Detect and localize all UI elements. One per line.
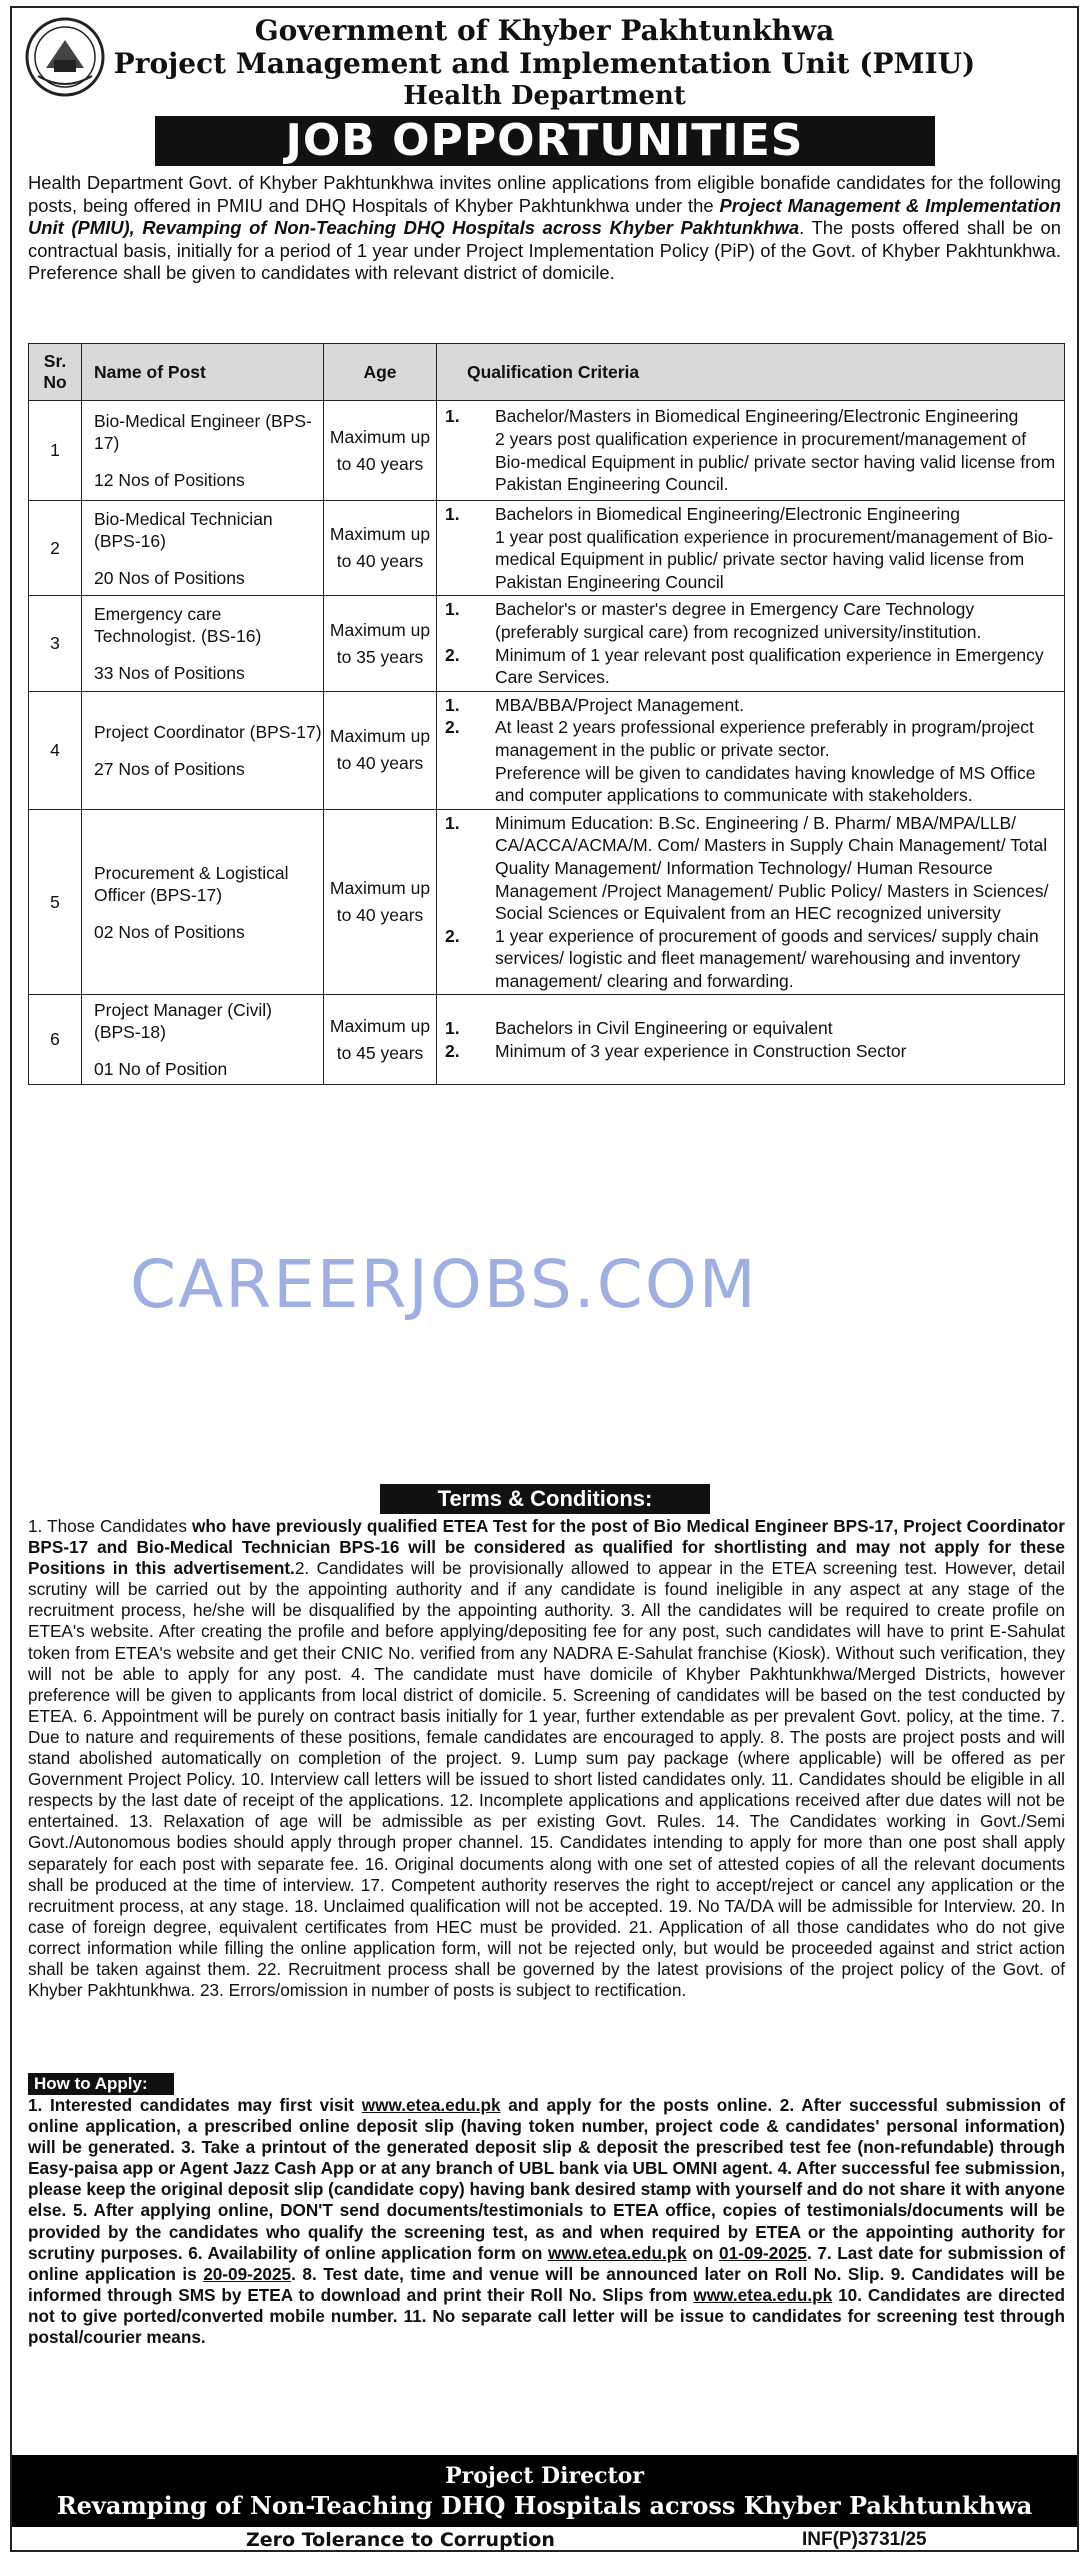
intro-paragraph bbox=[12, 166, 1077, 285]
table-row bbox=[29, 501, 1065, 596]
qualification-number: 1. bbox=[445, 406, 460, 427]
zero-tolerance-slogan: Zero Tolerance to Corruption bbox=[246, 2529, 555, 2551]
qualification-number: 1. bbox=[445, 599, 460, 620]
how-to-apply-title: How to Apply: bbox=[28, 2073, 174, 2095]
row-post-cell bbox=[82, 401, 324, 501]
qualification-text: Minimum of 3 year experience in Construction Sector bbox=[495, 1040, 907, 1061]
howto-text-3: on bbox=[686, 2242, 720, 2263]
qualification-item bbox=[445, 762, 1056, 807]
age-limit: Maximum up to 40 years bbox=[329, 426, 431, 474]
unit-title: Project Management and Implementation Unit (PMIU) bbox=[113, 47, 976, 80]
age-limit: Maximum up to 40 years bbox=[329, 524, 431, 572]
qualification-number: 1. bbox=[445, 812, 460, 833]
terms-text bbox=[28, 1516, 1065, 2001]
row-sr-no: 3 bbox=[29, 596, 82, 691]
post-name: Procurement & Logistical Officer (BPS-17) bbox=[94, 862, 289, 905]
row-qualification-cell bbox=[437, 691, 1065, 809]
govt-title: Government of Khyber Pakhtunkhwa bbox=[254, 14, 835, 47]
post-positions: 12 Nos of Positions bbox=[94, 470, 245, 490]
header-name-of-post: Name of Post bbox=[82, 344, 324, 401]
qualification-item bbox=[445, 405, 1056, 428]
qualification-text: 1 year experience of procurement of goods and services/ supply chain services/ logistic and fleet management/ warehousing and inventory management/ clearing and forwarding. bbox=[495, 925, 1039, 991]
header-age: Age bbox=[324, 344, 437, 401]
post-name: Project Coordinator (BPS-17) bbox=[94, 721, 322, 742]
terms-title: Terms & Conditions: bbox=[380, 1484, 710, 1514]
footer-bottom bbox=[12, 2527, 1077, 2552]
post-name: Emergency care Technologist. (BS-16) bbox=[94, 604, 262, 647]
header bbox=[12, 8, 1077, 116]
how-to-apply-text bbox=[28, 2095, 1065, 2348]
qualification-number bbox=[445, 526, 495, 594]
post-name: Bio-Medical Engineer (BPS-17) bbox=[94, 411, 312, 453]
department-title: Health Department bbox=[403, 81, 686, 111]
row-post-cell bbox=[82, 691, 324, 809]
row-sr-no: 5 bbox=[29, 809, 82, 995]
howto-text-1: 1. Interested candidates may first visit bbox=[28, 2095, 362, 2115]
qualification-number: 2. bbox=[445, 644, 460, 665]
row-qualification-cell bbox=[437, 401, 1065, 501]
terms-lead: 1. Those Candidates bbox=[28, 1516, 193, 1536]
terms-bold: who have previously qualified ETEA Test for the post of Bio Medical Engineer BPS-17, Project Coordinator BPS-17 and Bio-Medical Technician BPS-16 will be considered as qualified for shortlisting and may not apply for these Positions in this advertisement. bbox=[28, 1516, 1065, 1579]
row-age-cell bbox=[324, 401, 437, 501]
etea-link-1[interactable]: www.etea.edu.pk bbox=[361, 2095, 501, 2115]
table-row bbox=[29, 596, 1065, 691]
age-limit: Maximum up to 45 years bbox=[329, 1015, 431, 1063]
row-post-cell bbox=[82, 596, 324, 691]
qualification-number: 1. bbox=[445, 504, 460, 524]
etea-link-3[interactable]: www.etea.edu.pk bbox=[693, 2284, 833, 2305]
table-row bbox=[29, 691, 1065, 809]
qualification-item bbox=[445, 812, 1056, 925]
row-sr-no: 2 bbox=[29, 501, 82, 596]
howto-text-2: and apply for the posts online. 2. After successful submission of online application, a prescribed online deposit slip (having token number, project code & candidates' personal information) will be generated. 3. Take a printout of the generated deposit slip & deposit the prescribed test fee (non-refundable) through Easy-paisa app or Agent Jazz Cash App or at any branch of UBL bank via UBL OMNI agent. 4. After successful fee submission, please keep the original deposit slip (candidate copy) having bank desired stamp with yourself and do not share it with anyone else. 5. After applying online, DON'T send documents/testimonials to ETEA office, copies of testimonials/documents will be provided by the candidates who qualify the screening test, as and when required by ETEA or the appointing authority for scrutiny purposes. 6. Availability of online application form on bbox=[28, 2095, 1065, 2263]
footer-signature-block bbox=[12, 2455, 1077, 2527]
qualification-text: 1 year post qualification experience in procurement/management of Bio-medical Equipment in public/ private sector having valid license from Pakistan Engineering Council bbox=[495, 526, 1054, 592]
job-opportunities-banner: JOB OPPORTUNITIES bbox=[155, 116, 935, 166]
qualification-item bbox=[445, 1017, 1056, 1040]
qualification-item bbox=[445, 1040, 1056, 1063]
post-positions: 33 Nos of Positions bbox=[94, 663, 245, 684]
row-qualification-cell bbox=[437, 809, 1065, 995]
qualification-number: 2. bbox=[445, 925, 460, 946]
qualification-text: Bachelors in Civil Engineering or equivalent bbox=[495, 1018, 833, 1039]
row-sr-no: 1 bbox=[29, 401, 82, 501]
qualification-item bbox=[445, 526, 1056, 594]
intro-text-1: Health Department Govt. of Khyber Pakhtunkhwa invites online applications from eligible bonafide candidates for the following posts, being offered in PMIU and DHQ Hospitals of Khyber Pakhtunkhwa under the bbox=[28, 172, 1061, 216]
row-age-cell bbox=[324, 809, 437, 995]
howto-text-5: . 8. Test date, time and venue will be announced later on Roll No. Slip. 9. Candidates will be informed through SMS by ETEA to download and print their Roll No. Slips from bbox=[28, 2263, 1065, 2305]
row-qualification-cell bbox=[437, 596, 1065, 691]
terms-body: 2. Candidates will be provisionally allowed to appear in the ETEA screening test. However, detail scrutiny will be carried out by the appointing authority and if any candidate is found ineligible in any aspect at any stage of the recruitment process, he/she will be disqualified by the appointing authority. 3. All the candidates will be required to create profile on ETEA's website. After creating the profile and before applying/depositing fee for any post, such candidates will have to print E-Sahulat token from ETEA's website and get their CNIC No. verified from any NADRA E-Sahulat franchise (Kiosk). Without such verification, they will not be able to apply for any post. 4. The candidate must have domicile of Khyber Pakhtunkhwa/Merged Districts, however preference will be given to applicants from local district of domicile. 5. Screening of candidates will be based on the test conducted by ETEA. 6. Appointment will be purely on contract basis initially for 1 year, further extendable as per prevalent Govt. policy, at the time. 7. Due to nature and requirements of these positions, female candidates are encouraged to apply. 8. The posts are project posts and will stand abolished automatically on completion of the project. 9. Lump sum pay package (where applicable) will be offered as per Government Project Policy. 10. Interview call letters will be issued to short listed candidates only. 11. Candidates should be eligible in all respects by the last date of receipt of the applications. 12. Incomplete applications and applications received after due dates will not be entertained. 13. Relaxation of age will be admissible as per existing Govt. Rules. 14. The Candidates working in Govt./Semi Govt./Autonomous bodies should apply through proper channel. 15. Candidates intending to apply for more than one post shall apply separately for each post with separate fee. 16. Original documents along with one set of attested copies of all the relevant documents shall be produced at the time of interview. 17. Competent authority reserves the right to accept/reject or cancel any application or the recruitment process, at any stage. 18. Unclaimed qualification will not be accepted. 19. No TA/DA will be admissible for Interview. 20. In case of foreign degree, equivalent certificates from HEC must be provided. 21. Application of all those candidates who do not give correct information while filling the online application form, will not be rejected only, but would be proceeded against and strict action shall be taken against them. 22. Recruitment process shall be governed by the latest provisions of the project policy of the Govt. of Khyber Pakhtunkhwa. 23. Errors/omission in number of posts is subject to rectification. bbox=[28, 1558, 1065, 2001]
qualification-item bbox=[445, 694, 1056, 717]
qualification-number bbox=[445, 428, 495, 496]
post-positions: 20 Nos of Positions bbox=[94, 567, 245, 588]
howto-text-6: 10. Candidates are directed not to give ported/converted mobile number. 11. No separate call letter will be issue to candidates for screening test through postal/courier means. bbox=[28, 2284, 1065, 2348]
table-row bbox=[29, 995, 1065, 1085]
table-header-row bbox=[29, 344, 1065, 401]
post-positions: 01 No of Position bbox=[94, 1059, 228, 1080]
qualification-number: 2. bbox=[445, 717, 460, 738]
qualification-text: Minimum Education: B.Sc. Engineering / B. Pharm/ MBA/MPA/LLB/ CA/ACCA/ACMA/M. Com/ Masters in Supply Chain Management/ Total Quality Management/ Information Technology/ Human Resource Management /Project Management/ Public Policy/ Masters in Sciences/ Social Sciences or Equivalent from an HEC recognized university bbox=[495, 812, 1049, 924]
start-date: 01-09-2025 bbox=[719, 2242, 807, 2263]
row-post-cell bbox=[82, 809, 324, 995]
row-qualification-cell bbox=[437, 995, 1065, 1085]
etea-link-2[interactable]: www.etea.edu.pk bbox=[547, 2242, 687, 2263]
qualification-item bbox=[445, 716, 1056, 761]
row-sr-no: 4 bbox=[29, 691, 82, 809]
post-name: Project Manager (Civil) (BPS-18) bbox=[94, 1000, 272, 1043]
qualification-text: 2 years post qualification experience in procurement/management of Bio-medical Equipment in public/ private sector having valid license from Pakistan Engineering Council. bbox=[495, 428, 1056, 495]
qualification-number: 1. bbox=[445, 694, 460, 715]
age-limit: Maximum up to 40 years bbox=[329, 878, 431, 926]
qualification-item bbox=[445, 644, 1056, 689]
age-limit: Maximum up to 35 years bbox=[329, 619, 431, 667]
qualification-text: At least 2 years professional experience preferably in program/project management in the public or private sector. bbox=[495, 717, 1034, 760]
inf-reference: INF(P)3731/25 bbox=[802, 2529, 927, 2550]
row-sr-no: 6 bbox=[29, 995, 82, 1085]
qualification-number bbox=[445, 762, 495, 807]
row-age-cell bbox=[324, 995, 437, 1085]
intro-text-2: . The posts offered shall be on contractual basis, initially for a period of 1 year under Project Implementation Policy (PiP) of the Govt. of Khyber Pakhtunkhwa. Preference shall be given to candidates with relevant district of domicile. bbox=[28, 217, 1061, 284]
row-age-cell bbox=[324, 691, 437, 809]
row-age-cell bbox=[324, 501, 437, 596]
qualification-text: MBA/BBA/Project Management. bbox=[495, 694, 744, 715]
jobs-table bbox=[28, 343, 1065, 1085]
qualification-text: Bachelors in Biomedical Engineering/Electronic Engineering bbox=[495, 504, 960, 524]
qualification-number: 2. bbox=[445, 1040, 460, 1061]
post-name: Bio-Medical Technician (BPS-16) bbox=[94, 508, 273, 551]
post-positions: 02 Nos of Positions bbox=[94, 921, 245, 942]
advertisement-page bbox=[10, 6, 1079, 2552]
age-limit: Maximum up to 40 years bbox=[329, 726, 431, 774]
qualification-text: Bachelor's or master's degree in Emergency Care Technology (preferably surgical care) from recognized university/institution. bbox=[495, 599, 982, 642]
header-qualification: Qualification Criteria bbox=[437, 344, 1065, 401]
project-director-title: Project Director bbox=[445, 2463, 644, 2489]
government-logo-icon bbox=[24, 16, 106, 98]
header-sr-no: Sr. No bbox=[29, 344, 82, 401]
post-positions: 27 Nos of Positions bbox=[94, 758, 245, 779]
project-name: Revamping of Non-Teaching DHQ Hospitals across Khyber Pakhtunkhwa bbox=[56, 2491, 1033, 2520]
qualification-item bbox=[445, 503, 1056, 526]
qualification-item bbox=[445, 925, 1056, 993]
row-post-cell bbox=[82, 501, 324, 596]
qualification-text: Preference will be given to candidates having knowledge of MS Office and computer applications to communicate with stakeholders. bbox=[495, 762, 1036, 806]
last-date: 20-09-2025 bbox=[203, 2263, 292, 2284]
row-qualification-cell bbox=[437, 501, 1065, 596]
qualification-item bbox=[445, 598, 1056, 643]
howto-text-4: . 7. Last date for submission of online application is bbox=[28, 2242, 1065, 2284]
qualification-text: Minimum of 1 year relevant post qualification experience in Emergency Care Services. bbox=[495, 644, 1044, 688]
qualification-number: 1. bbox=[445, 1018, 460, 1039]
qualification-item bbox=[445, 428, 1056, 496]
row-post-cell bbox=[82, 995, 324, 1085]
row-age-cell bbox=[324, 596, 437, 691]
intro-bold: Project Management & Implementation Unit (PMIU), Revamping of Non-Teaching DHQ Hospitals across Khyber Pakhtunkhwa bbox=[28, 194, 1061, 239]
qualification-text: Bachelor/Masters in Biomedical Engineering/Electronic Engineering bbox=[495, 406, 1019, 427]
table-row bbox=[29, 809, 1065, 995]
watermark: CAREERJOBS.COM bbox=[130, 1246, 758, 1323]
table-row bbox=[29, 401, 1065, 501]
